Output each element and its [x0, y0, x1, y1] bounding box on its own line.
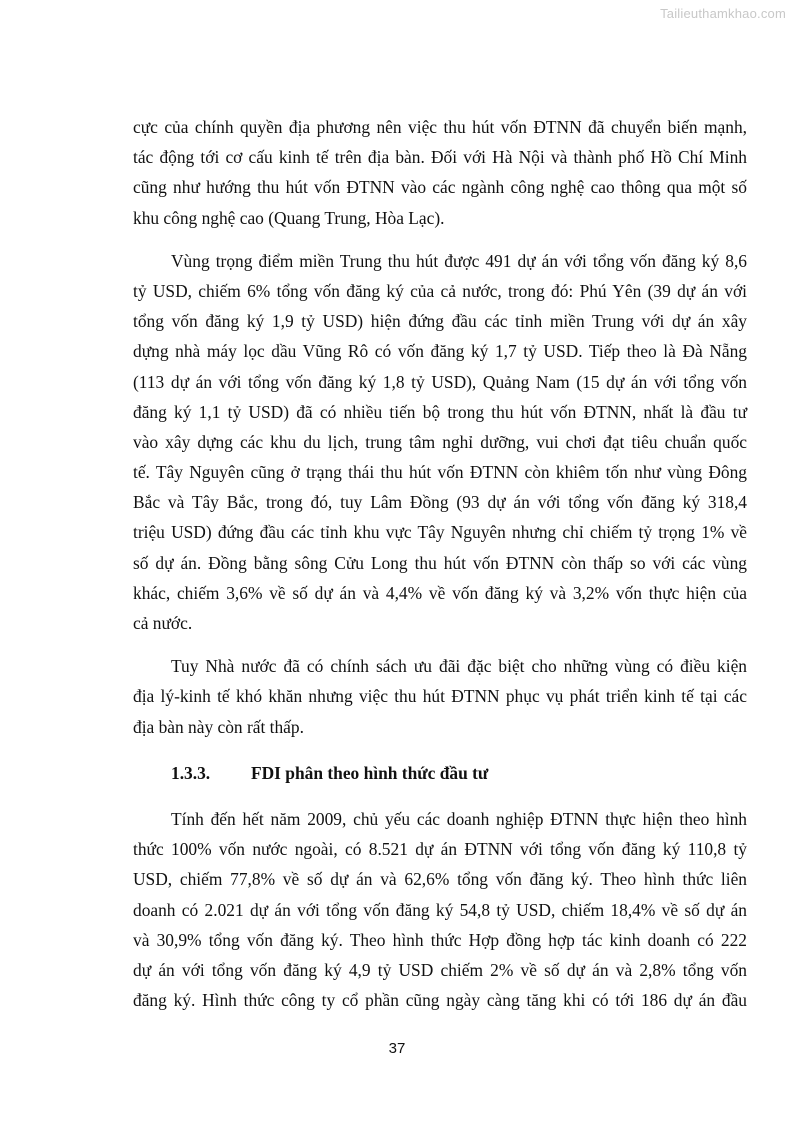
text-line: (113 dự án với tổng vốn đăng ký 1,8 tỷ USD), Quảng Nam (15 dự án với tổng vốn [133, 371, 747, 392]
section-title: FDI phân theo hình thức đầu tư [251, 762, 489, 783]
text-line: cực của chính quyền địa phương nên việc thu hút vốn ĐTNN đã chuyển biến mạnh, [133, 117, 747, 137]
section-number: 1.3.3. [171, 762, 211, 783]
text-line: vào xây dựng các khu du lịch, trung tâm nghỉ dưỡng, vui chơi đạt tiêu chuẩn quốc [133, 431, 747, 452]
text-line: đăng ký 1,1 tỷ USD) đã có nhiều tiến bộ trong thu hút vốn ĐTNN, nhất là đầu tư [133, 401, 747, 422]
text-line: cũng như hướng thu hút vốn ĐTNN vào các ngành công nghệ cao thông qua một số [133, 177, 747, 198]
text-line: Tính đến hết năm 2009, chủ yếu các doanh nghiệp ĐTNN thực hiện theo hình [171, 808, 747, 829]
text-line: dự án với tổng vốn đăng ký 4,9 tỷ USD chiếm 2% về số dự án và 2,8% tổng vốn [133, 959, 747, 980]
text-line: khác, chiếm 3,6% về số dự án và 4,4% về vốn đăng ký và 3,2% vốn thực hiện của [133, 582, 747, 603]
document-body [133, 112, 747, 1015]
text-line: cả nước. [133, 613, 193, 633]
text-line: địa bàn này còn rất thấp. [133, 716, 304, 737]
text-line: doanh có 2.021 dự án với tổng vốn đăng ký 54,8 tỷ USD, chiếm 18,4% về số dự án [133, 899, 747, 920]
text-line: địa lý-kinh tế khó khăn nhưng việc thu hút ĐTNN phục vụ phát triển kinh tế tại các [133, 686, 747, 707]
text-line: Vùng trọng điểm miền Trung thu hút được 491 dự án với tổng vốn đăng ký 8,6 [171, 250, 747, 271]
text-line: khu công nghệ cao (Quang Trung, Hòa Lạc). [133, 207, 445, 228]
text-line: triệu USD) đứng đầu các tỉnh khu vực Tây Nguyên nhưng chỉ chiếm tỷ trọng 1% về [133, 522, 747, 543]
text-line: số dự án. Đồng bằng sông Cửu Long thu hút vốn ĐTNN còn thấp so với các vùng [133, 552, 747, 573]
text-line: Bắc và Tây Bắc, trong đó, tuy Lâm Đồng (93 dự án với tổng vốn đăng ký 318,4 [133, 492, 747, 513]
text-line: thức 100% vốn nước ngoài, có 8.521 dự án ĐTNN với tổng vốn đăng ký 110,8 tỷ [133, 839, 747, 860]
paragraph-3 [133, 651, 747, 742]
text-line: USD, chiếm 77,8% về số dự án và 62,6% tổng vốn đăng ký. Theo hình thức liên [133, 869, 747, 890]
text-line: đăng ký. Hình thức công ty cổ phần cũng ngày càng tăng khi có tới 186 dự án đầu [133, 990, 747, 1011]
text-line: tổng vốn đăng ký 1,9 tỷ USD) hiện đứng đầu các tỉnh miền Trung với dự án xây [133, 311, 747, 332]
paragraph-1 [133, 112, 747, 233]
text-line: tỷ USD, chiếm 6% tổng vốn đăng ký của cả nước, trong đó: Phú Yên (39 dự án với [133, 280, 747, 301]
paragraph-2 [133, 246, 747, 638]
text-line: dựng nhà máy lọc dầu Vũng Rô có vốn đăng ký 1,7 tỷ USD. Tiếp theo là Đà Nẵng [133, 341, 747, 362]
paragraph-4 [133, 804, 747, 1015]
section-heading [133, 758, 747, 788]
text-line: tế. Tây Nguyên cũng ở trạng thái thu hút vốn ĐTNN còn khiêm tốn như vùng Đông [133, 462, 747, 483]
watermark: Tailieuthamkhao.com [660, 6, 786, 21]
text-line: và 30,9% tổng vốn đăng ký. Theo hình thức Hợp đồng hợp tác kinh doanh có 222 [133, 929, 747, 950]
page-number: 37 [388, 1040, 406, 1057]
text-line: tác động tới cơ cấu kinh tế trên địa bàn. Đối với Hà Nội và thành phố Hồ Chí Minh [133, 147, 747, 168]
text-line: Tuy Nhà nước đã có chính sách ưu đãi đặc biệt cho những vùng có điều kiện [171, 656, 747, 677]
